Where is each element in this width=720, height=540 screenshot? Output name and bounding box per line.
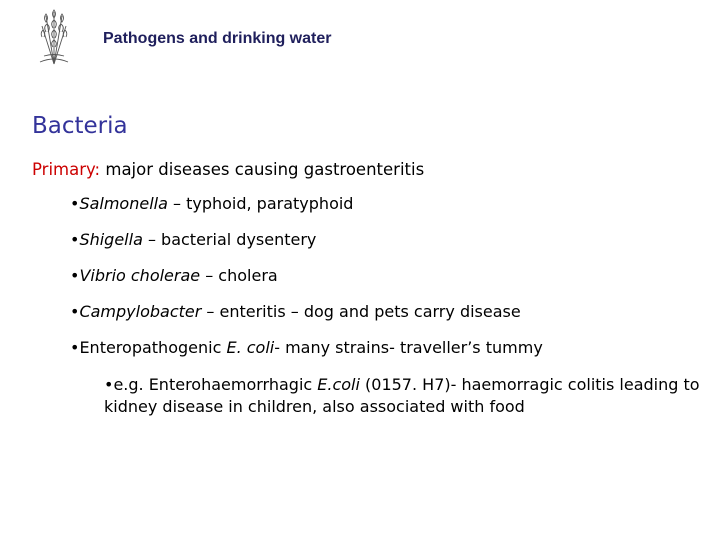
wheat-logo-icon — [32, 4, 76, 66]
bacterium-name: E. coli — [226, 338, 275, 357]
bacterium-name: Salmonella — [79, 194, 168, 213]
bacterium-name: Campylobacter — [79, 302, 202, 321]
bullet: • — [70, 230, 80, 249]
bacterium-desc: – typhoid, paratyphoid — [167, 194, 354, 213]
sub-name: E.coli — [317, 375, 360, 394]
primary-line — [32, 160, 424, 179]
bacterium-desc: - many strains- traveller’s tummy — [274, 338, 543, 357]
bacterium-prefix: Enteropathogenic — [79, 338, 227, 357]
bullet: • — [70, 194, 80, 213]
bacterium-name: Vibrio cholerae — [79, 266, 201, 285]
list-item — [70, 194, 543, 230]
header-title: Pathogens and drinking water — [103, 30, 332, 47]
bacterium-desc: – bacterial dysentery — [142, 230, 317, 249]
bacterium-name: Shigella — [79, 230, 143, 249]
bacterium-desc: – cholera — [200, 266, 278, 285]
sub-prefix: e.g. Enterohaemorrhagic — [113, 375, 318, 394]
bullet: • — [104, 375, 114, 394]
list-item — [70, 266, 543, 302]
sub-desc: (0157. H7)- haemorragic colitis leading to kidney disease in children, also associated with food — [104, 375, 700, 416]
section-title: Bacteria — [32, 113, 128, 139]
list-item — [70, 230, 543, 266]
list-item — [70, 338, 543, 374]
primary-text: major diseases causing gastroenteritis — [100, 160, 425, 179]
bacterium-desc: – enteritis – dog and pets carry disease — [201, 302, 521, 321]
bullet: • — [70, 302, 80, 321]
sub-bullet — [104, 374, 704, 418]
bullet: • — [70, 338, 80, 357]
bacteria-list — [70, 194, 543, 374]
primary-label: Primary: — [32, 160, 101, 179]
list-item — [70, 302, 543, 338]
bullet: • — [70, 266, 80, 285]
